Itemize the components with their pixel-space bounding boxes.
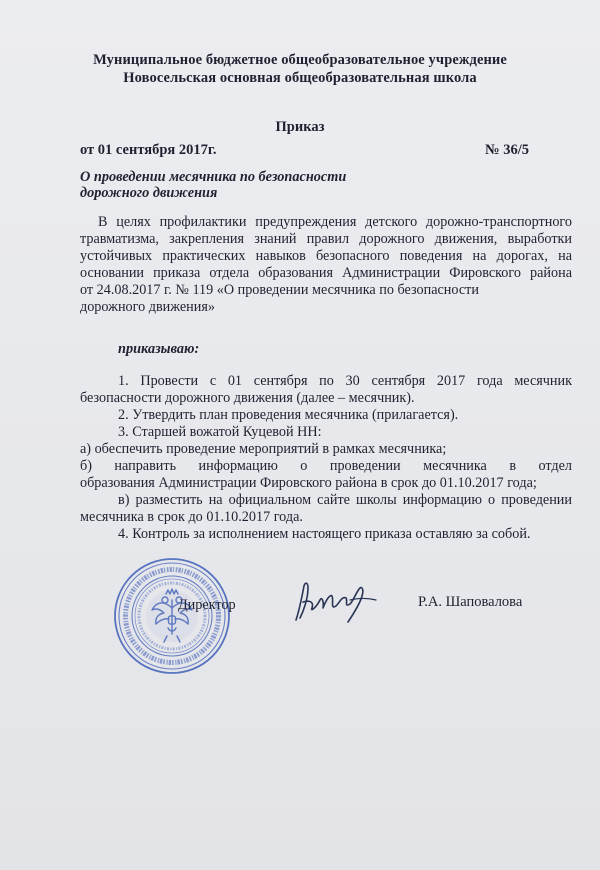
preamble-line: от 24.08.2017 г. № 119 «О проведении месячника по безопасности xyxy=(80,282,479,298)
item-3c-line1: в) разместить на официальном сайте школы информацию о проведении xyxy=(118,492,572,508)
order-title: Приказ xyxy=(275,119,325,135)
preamble-line: устойчивых практических навыков безопасного поведения на дорогах, на xyxy=(80,248,572,264)
item-3b-line1: б) направить информацию о проведении месячника в отдел xyxy=(80,458,572,474)
signature-icon xyxy=(290,578,380,628)
item-3c-line2: месячника в срок до 01.10.2017 года. xyxy=(80,509,303,525)
signatory-name: Р.А. Шаповалова xyxy=(418,594,523,610)
item-2: 2. Утвердить план проведения месячника (прилагается). xyxy=(118,407,459,423)
org-name-line2: Новосельская основная общеобразовательная школа xyxy=(123,70,477,86)
preamble-line: травматизма, закрепления знаний правил дорожного движения, выработки xyxy=(80,231,572,247)
signatory-position: Директор xyxy=(178,597,236,613)
item-3b-line2: образования Администрации Фировского района в срок до 01.10.2017 года; xyxy=(80,475,537,491)
item-1-line1: 1. Провести с 01 сентября по 30 сентября 2017 года месячник xyxy=(118,373,572,389)
order-subject-line2: дорожного движения xyxy=(80,185,218,201)
org-name-line1: Муниципальное бюджетное общеобразовательное учреждение xyxy=(93,52,507,68)
item-1-line2: безопасности дорожного движения (далее – месячник). xyxy=(80,390,415,406)
item-4: 4. Контроль за исполнением настоящего приказа оставляю за собой. xyxy=(118,526,531,542)
directive-word: приказываю: xyxy=(118,341,200,357)
preamble-line: В целях профилактики предупреждения детского дорожно-транспортного xyxy=(98,214,572,230)
preamble-line: дорожного движения» xyxy=(80,299,215,315)
item-3a: а) обеспечить проведение мероприятий в рамках месячника; xyxy=(80,441,447,457)
order-subject-line1: О проведении месячника по безопасности xyxy=(80,169,347,185)
item-3: 3. Старшей вожатой Куцевой НН: xyxy=(118,424,322,440)
order-number: № 36/5 xyxy=(485,142,529,158)
official-seal-icon xyxy=(112,556,232,676)
order-date: от 01 сентября 2017г. xyxy=(80,142,217,158)
preamble-line: основании приказа отдела образования Администрации Фировского района xyxy=(80,265,572,281)
